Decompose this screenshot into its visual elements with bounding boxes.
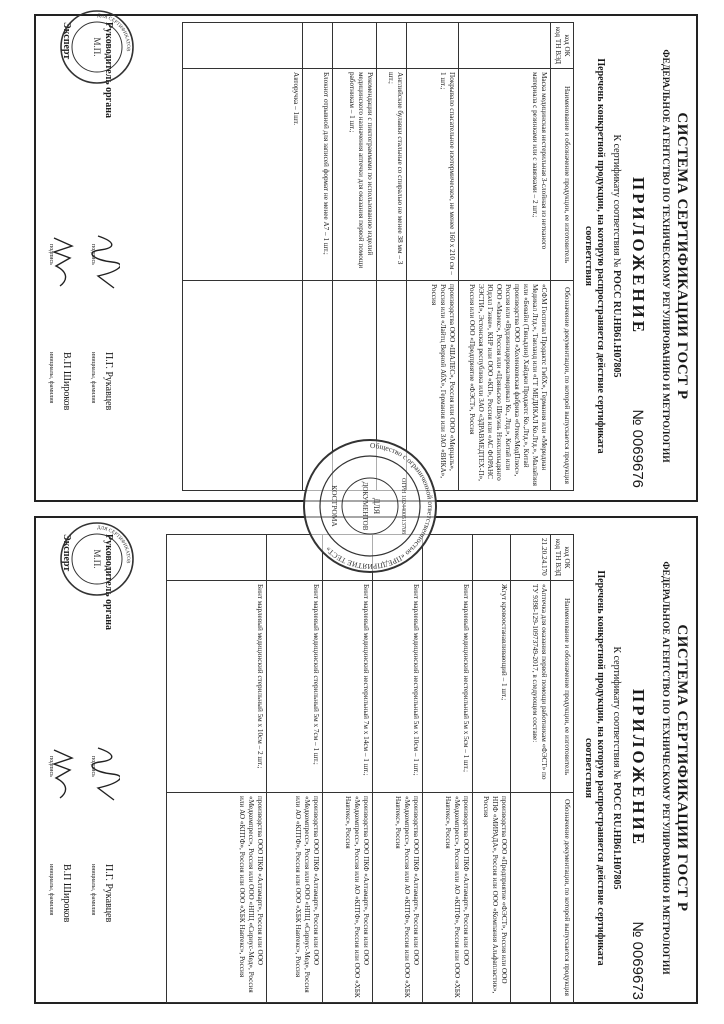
table-row: [511, 535, 551, 1003]
product-table: [166, 534, 574, 1003]
appendix-title: ПРИЛОЖЕНИЕ: [629, 176, 648, 336]
product-name-cell: Английские булавки стальные со спиралью не менее 38 мм – 3 шт.;: [377, 69, 407, 281]
table-row: [407, 23, 459, 491]
product-name-cell: Авторучка – 1шт.: [183, 69, 303, 281]
table-row: [333, 23, 377, 491]
certificate-number: РОСС RU.HB61.H07805: [611, 781, 622, 890]
code-cell: [407, 23, 459, 69]
table-row: [183, 23, 303, 491]
table-row: [423, 535, 473, 1003]
col-header-code: код ОК код ТН ВЭД: [551, 23, 574, 69]
code-cell: [303, 23, 333, 69]
product-table: [182, 22, 574, 491]
product-docs-cell: производства ООО ПКФ «Алтамарт», Россия или ООО «Медкомпресс», Россия или АО «КПТФ», Россия или ООО «ХБК Навтекс», Россия: [323, 793, 373, 1003]
product-name-cell: Блокнот отрывной для записей формат не менее А7 – 1 шт.;: [303, 69, 333, 281]
appendix-title: ПРИЛОЖЕНИЕ: [629, 688, 648, 848]
product-docs-cell: производства ООО «ШАЛЕС», Россия или ООО «Мерцаль», Россия или «Лайтц Верной АбХ», Германия или ЗАО «ВИКА», Россия: [407, 281, 459, 491]
certificate-number: РОСС RU.HB61.H07805: [611, 269, 622, 378]
system-title: СИСТЕМА СЕРТИФИКАЦИИ ГОСТ Р: [674, 112, 690, 400]
expert-name: В.П Широков: [61, 352, 72, 411]
product-name-cell: Маска медицинская нестерильная 3-слойная из нетканого материала с резинками или с завязками – 2 шт.;: [459, 69, 551, 281]
table-header-row: [551, 535, 574, 1003]
expert-signature-block: [38, 534, 78, 1002]
table-row: [373, 535, 423, 1003]
code-cell: [473, 535, 511, 581]
head-signature-block: [80, 534, 120, 1002]
agency-title: ФЕДЕРАЛЬНОЕ АГЕНТСТВО ПО ТЕХНИЧЕСКОМУ РЕГУЛИРОВАНИЮ И МЕТРОЛОГИИ: [660, 561, 670, 975]
col-header-name: Наименование и обозначение продукции, ее изготовитель: [551, 581, 574, 793]
product-name-cell: Рекомендации с пиктограммами по использованию изделий медицинского назначения аптечки для оказания первой помощи работникам – 1 шт.;: [333, 69, 377, 281]
agency-title: ФЕДЕРАЛЬНОЕ АГЕНТСТВО ПО ТЕХНИЧЕСКОМУ РЕГУЛИРОВАНИЮ И МЕТРОЛОГИИ: [660, 49, 670, 463]
certificate-prefix: К сертификату соответствия №: [611, 646, 622, 780]
certificate-reference: [611, 14, 622, 498]
stamp-mp: М.П.: [92, 37, 102, 57]
col-header-code: код ОК код ТН ВЭД: [551, 535, 574, 581]
signature-caption: подпись: [48, 756, 54, 777]
table-row: [377, 23, 407, 491]
col-header-docs: Обозначение документации, по которой выпускается продукция: [551, 793, 574, 1003]
expert-role: Эксперт: [61, 534, 72, 572]
name-caption: инициалы, фамилия: [90, 352, 96, 404]
company-stamp-city: КОСТРОМА: [330, 485, 339, 527]
certification-body-stamp: [58, 8, 136, 86]
product-docs-cell: производства ООО ПКФ «Алтамарт», Россия или ООО «Медкомпресс», Россия или ООО «НПЦ «Сириус-Мед», Россия или АО «КПТФ», Россия или ООО «ХБК Навтекс», Россия: [267, 793, 323, 1003]
product-name-cell: «Аптечка для оказания первой помощи работникам «ФЭСТ» по ТУ 9398-129-10973749-2017, в следующем составе:: [511, 581, 551, 793]
table-row: [267, 535, 323, 1003]
head-signature-block: [80, 22, 120, 490]
certification-body-stamp: [58, 520, 136, 598]
head-name: П.Г. Рукавцев: [103, 352, 114, 411]
table-row: [167, 535, 267, 1003]
certificate-prefix: К сертификату соответствия №: [611, 134, 622, 268]
product-docs-cell: «СФМ Госпитал Продактс ГмбХ», Германия или «Меридиан Медикал Лтд.», Таиланд или «ГТ МЕДИКАЛ Ко.Лтд.», Малайзия или «Бевайн (Тяньдзин) Хайджи Продактс Ко.,Лтд.», Китай производства ООО «Холенковская фабрика «ОтексМедПлюс», Россия или «Вудзинзидерикалмедикал Ко., Лтд.», Китай или ООО «Мазекс», Россия или «Цзяньсюэ Шоуэнь Нэнхлихыдянго Юдэлл Гэнке», КНР или ООО «КП», Россия или «АС ФОРАНС ЭЭСТИ», Эстонская республика или ЗАО «ЗДРАВМЕДТЕХ-П», Россия или ООО «Предприятие «ФЭСТ», Россия: [459, 281, 551, 491]
rotated-page-content: [32, 526, 692, 1010]
code-cell: [183, 23, 303, 69]
product-list-title: Перечень конкретной продукции, на которую распространяется действие сертификата соответствия: [583, 58, 606, 454]
col-header-docs: Обозначение документации, по которой выпускается продукция: [551, 281, 574, 491]
product-docs-cell: производства ООО ПКФ «Алтамарт», Россия или ООО «Медкомпресс», Россия или АО «КПТФ», Россия или ООО «ХБК Навтекс», Россия: [423, 793, 473, 1003]
stamp-ring-text: ДЛЯ СЕРТИФИКАТОВ: [96, 13, 131, 52]
code-cell: [167, 535, 267, 581]
product-name-cell: Бинт марлевый медицинский нестерильный 5м х 10см – 1 шт.;: [373, 581, 423, 793]
rotated-page-content: [32, 14, 692, 498]
table-row: [323, 535, 373, 1003]
col-header-name: Наименование и обозначение продукции, ее изготовитель: [551, 69, 574, 281]
product-docs-cell: производства ООО ПКФ «Алтамарт», Россия или ООО «Медкомпресс», Россия или ООО «НПЦ «Сириус-Мед», Россия или АО «КПТФ», Россия или ООО «ХБК Навтекс», Россия: [167, 793, 267, 1003]
stamp-mp: М.П.: [92, 549, 102, 569]
signature-caption: подпись: [90, 756, 96, 777]
table-row: [303, 23, 333, 491]
product-docs-cell: производства ООО ПКФ «Алтамарт», Россия или ООО «Медкомпресс», Россия или АО «КПТФ», Россия или ООО «ХБК Навтекс», Россия: [373, 793, 423, 1003]
stamp-ring-text: ДЛЯ СЕРТИФИКАТОВ: [96, 525, 131, 564]
company-stamp-ring-text: Общество с ограниченной ответственностью «ПРЕДПРИЯТИЕ ТЕСТ»: [323, 440, 436, 572]
product-name-cell: Бинт марлевый медицинский стерильный 5м х 7см – 1 шт.;: [267, 581, 323, 793]
name-caption: инициалы, фамилия: [48, 864, 54, 916]
company-stamp-ogrn: ОГРН 1024400513708: [400, 478, 406, 534]
head-name: П.Г. Рукавцев: [103, 864, 114, 923]
code-cell: [333, 23, 377, 69]
certificate-reference: [611, 526, 622, 1010]
code-cell: 21.20.24.170: [511, 535, 551, 581]
signature-caption: подпись: [90, 244, 96, 265]
product-name-cell: Покрывало спасательное изотермическое, не менее 160 х 210 см – 1 шт.;: [407, 69, 459, 281]
code-cell: [459, 23, 551, 69]
product-docs-cell: [183, 281, 303, 491]
certificate-appendix-page-2: [0, 512, 724, 1024]
head-role: Руководитель органа: [103, 534, 114, 630]
table-row: [473, 535, 511, 1003]
expert-signature-block: [38, 22, 78, 490]
company-stamp-center-1: ДЛЯ: [372, 497, 381, 515]
product-name-cell: Бинт марлевый медицинский нестерильный 7м х 14см – 1 шт.;: [323, 581, 373, 793]
product-name-cell: Жгут кровоостанавливающий – 1 шт.;: [473, 581, 511, 793]
product-name-cell: Бинт марлевый медицинский нестерильный 5м х 5см – 1 шт.;: [423, 581, 473, 793]
product-docs-cell: [511, 793, 551, 1003]
product-list-title: Перечень конкретной продукции, на которую распространяется действие сертификата соответствия: [583, 570, 606, 966]
code-cell: [377, 23, 407, 69]
expert-role: Эксперт: [61, 22, 72, 60]
form-serial-number: № 0069676: [629, 409, 646, 488]
product-docs-cell: производства ООО «Предприятие «ФЭСТ», Россия или ООО НПФ «МИРАДА», Россия или ООО «Компания Альфапластик», Россия: [473, 793, 511, 1003]
table-row: [459, 23, 551, 491]
name-caption: инициалы, фамилия: [90, 864, 96, 916]
company-stamp-center-2: ДОКУМЕНТОВ: [361, 481, 369, 531]
head-role: Руководитель органа: [103, 22, 114, 118]
company-round-stamp: [300, 436, 440, 576]
expert-name: В.П Широков: [61, 864, 72, 923]
form-serial-number: № 0069673: [629, 921, 646, 1000]
product-name-cell: Бинт марлевый медицинский стерильный 5м х 10см – 2 шт.;: [167, 581, 267, 793]
system-title: СИСТЕМА СЕРТИФИКАЦИИ ГОСТ Р: [674, 624, 690, 912]
signature-caption: подпись: [48, 244, 54, 265]
table-header-row: [551, 23, 574, 491]
name-caption: инициалы, фамилия: [48, 352, 54, 404]
